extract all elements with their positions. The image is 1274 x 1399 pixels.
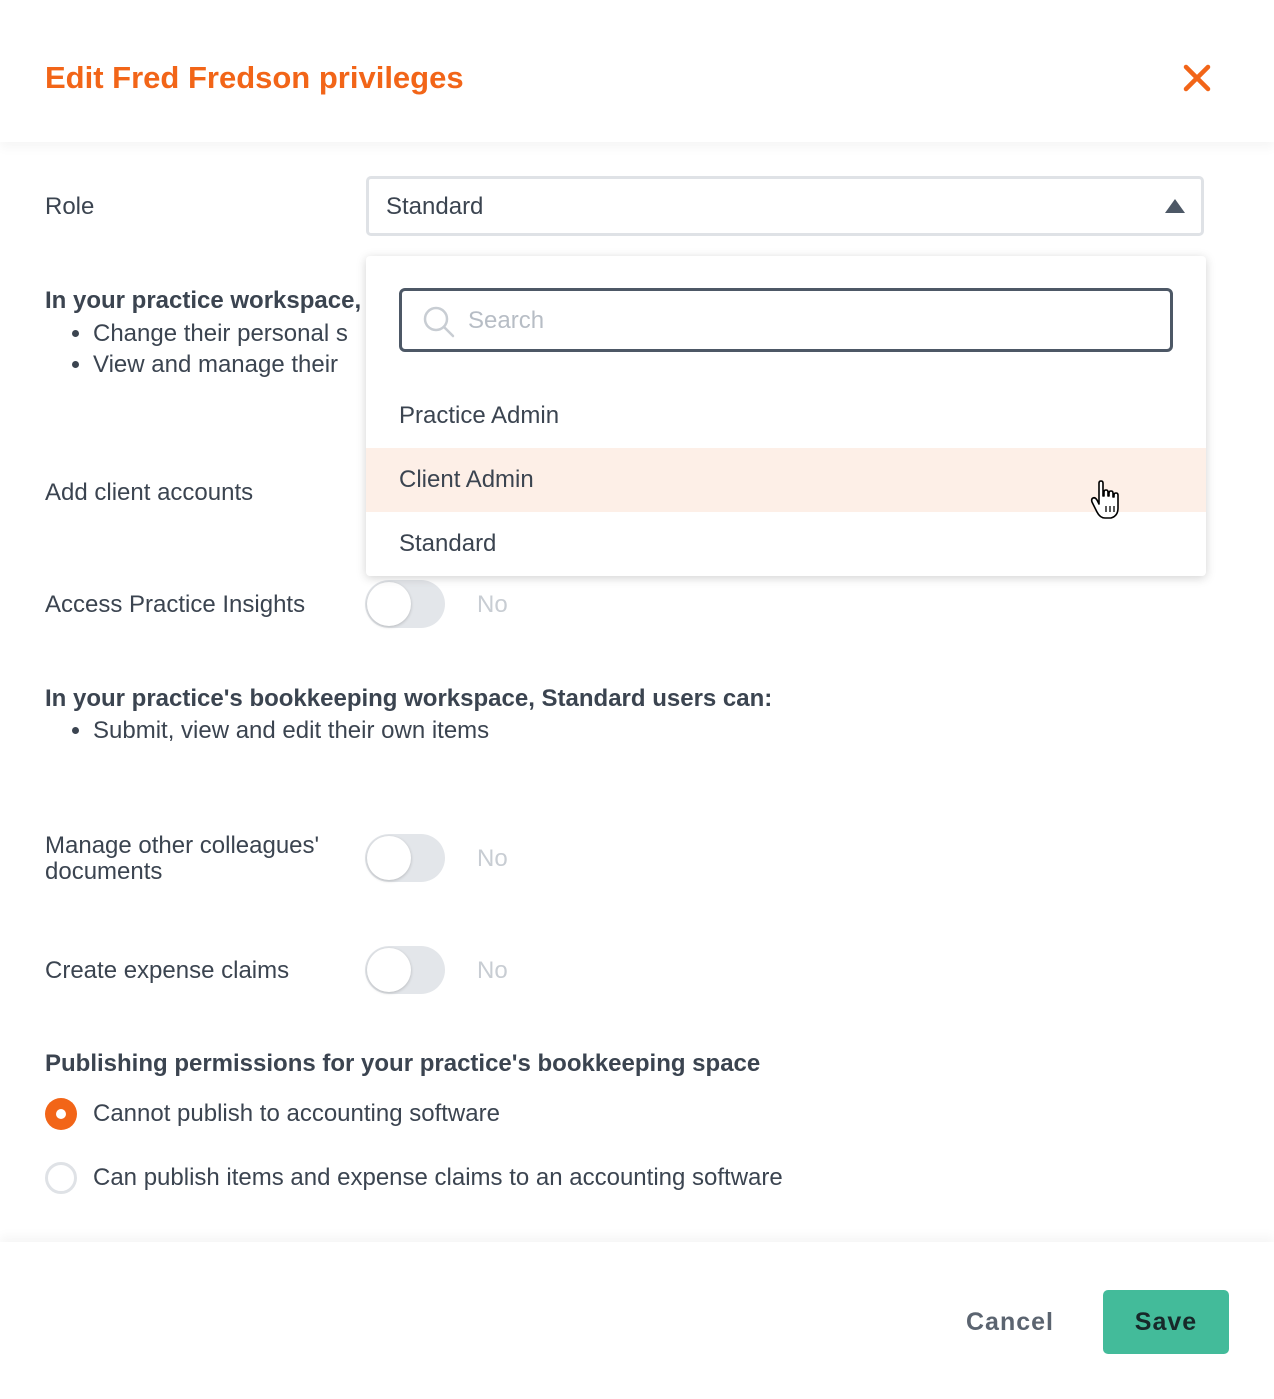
option-client-admin[interactable]	[366, 448, 1206, 512]
radio-button-selected[interactable]	[45, 1098, 77, 1130]
manage-documents-toggle[interactable]	[365, 834, 445, 882]
list-item: • Change their personal s	[93, 318, 348, 349]
option-standard[interactable]	[366, 512, 1206, 576]
access-practice-insights-value: No	[477, 591, 508, 618]
radio-label: Can publish items and expense claims to an accounting software	[93, 1164, 783, 1191]
close-button[interactable]	[1177, 58, 1217, 98]
list-item: • View and manage their	[93, 349, 348, 380]
role-dropdown-menu	[366, 256, 1206, 576]
manage-documents-label-line2: documents	[45, 858, 163, 885]
dropdown-search[interactable]	[399, 288, 1173, 352]
option-practice-admin[interactable]	[366, 384, 1206, 448]
role-label: Role	[45, 193, 95, 220]
publishing-heading: Publishing permissions for your practice's bookkeeping space	[45, 1050, 761, 1077]
save-button[interactable]: Save	[1103, 1290, 1229, 1354]
toggle-knob	[367, 948, 411, 992]
manage-documents-label-line1: Manage other colleagues'	[45, 832, 320, 859]
radio-label: Cannot publish to accounting software	[93, 1100, 500, 1127]
option-label: Client Admin	[399, 466, 534, 493]
access-practice-insights-label: Access Practice Insights	[45, 591, 306, 618]
access-practice-insights-toggle[interactable]	[365, 580, 445, 628]
create-expense-claims-toggle[interactable]	[365, 946, 445, 994]
role-select[interactable]	[366, 176, 1204, 236]
list-item: • Submit, view and edit their own items	[93, 715, 489, 746]
dialog-title: Edit Fred Fredson privileges	[45, 60, 464, 95]
cancel-button[interactable]: Cancel	[950, 1292, 1070, 1352]
add-client-accounts-label: Add client accounts	[45, 479, 254, 506]
bookkeeping-workspace-list	[68, 715, 489, 746]
toggle-knob	[367, 582, 411, 626]
hand-cursor-icon	[1090, 480, 1126, 522]
option-label: Practice Admin	[399, 402, 560, 429]
dialog-footer	[0, 1242, 1274, 1399]
dialog-header	[0, 0, 1274, 142]
radio-button-unselected[interactable]	[45, 1162, 77, 1194]
option-label: Standard	[399, 530, 497, 557]
bookkeeping-workspace-heading: In your practice's bookkeeping workspace, Standard users can:	[45, 685, 773, 712]
practice-workspace-list	[68, 318, 348, 380]
close-icon	[1177, 58, 1217, 98]
toggle-knob	[367, 836, 411, 880]
role-selected-value: Standard	[386, 193, 484, 220]
search-input[interactable]	[466, 303, 1150, 339]
caret-up-icon	[1165, 199, 1185, 213]
search-icon	[422, 305, 456, 339]
create-expense-claims-label: Create expense claims	[45, 957, 290, 984]
manage-documents-value: No	[477, 845, 508, 872]
practice-workspace-heading: In your practice workspace,	[45, 287, 362, 314]
create-expense-claims-value: No	[477, 957, 508, 984]
